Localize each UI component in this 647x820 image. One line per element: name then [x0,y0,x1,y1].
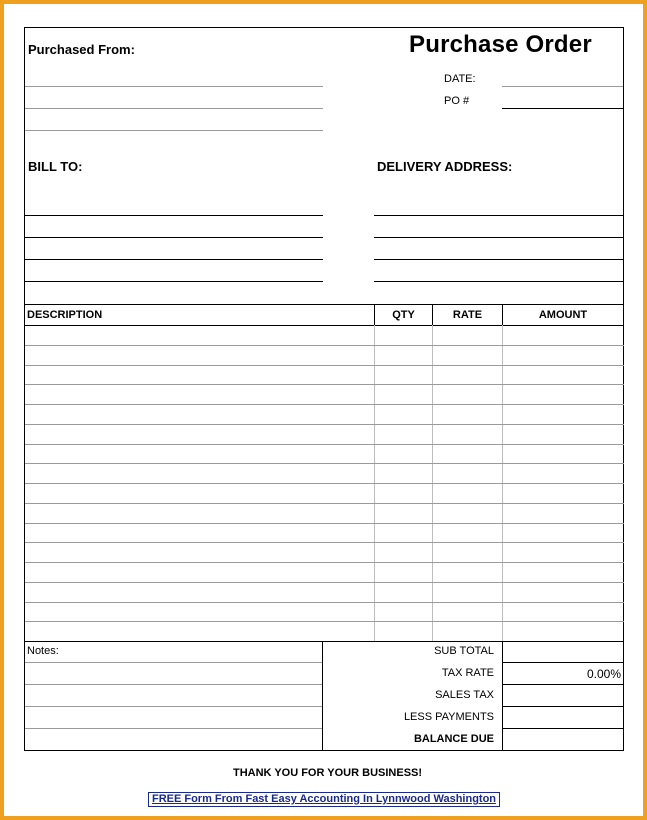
table-row[interactable] [25,345,624,346]
bill-to-line-3[interactable] [25,259,323,260]
po-number-field[interactable] [502,108,623,109]
table-row[interactable] [25,602,624,603]
purchased-from-line-3[interactable] [25,130,323,131]
notes-label: Notes: [27,645,59,657]
table-row[interactable] [25,463,624,464]
purchased-from-line-2[interactable] [25,108,323,109]
balance-due-label: BALANCE DUE [413,733,494,745]
delivery-line-4[interactable] [374,281,623,282]
table-row[interactable] [25,384,624,385]
bill-to-line-4[interactable] [25,281,323,282]
thank-you-message: THANK YOU FOR YOUR BUSINESS! [232,767,423,779]
form-bottom-border [25,750,624,751]
notes-left-border [24,641,25,751]
table-row[interactable] [25,424,624,425]
tax-rate-value: 0.00% [586,667,621,681]
col-header-qty: QTY [392,309,415,321]
bill-to-label: BILL TO: [28,159,83,174]
table-row[interactable] [25,562,624,563]
notes-line-1[interactable] [25,662,322,663]
delivery-address-label: DELIVERY ADDRESS: [377,159,513,174]
col-divider-amount-header [502,304,503,325]
purchased-from-label: Purchased From: [28,42,135,57]
table-row[interactable] [25,582,624,583]
table-row[interactable] [25,483,624,484]
bill-to-line-1[interactable] [25,215,323,216]
page-title: Purchase Order [409,31,592,58]
table-row[interactable] [25,404,624,405]
sales-tax-label: SALES TAX [435,689,494,701]
table-row[interactable] [25,444,624,445]
purchased-from-line-1[interactable] [25,86,323,87]
summary-right-border [623,641,624,751]
table-row[interactable] [25,365,624,366]
tax-rate-label: TAX RATE [441,667,494,679]
sub-total-field[interactable] [502,662,623,663]
sub-total-label: SUB TOTAL [434,645,494,657]
po-number-label: PO # [444,95,470,107]
col-header-rate: RATE [452,309,483,321]
table-row[interactable] [25,542,624,543]
table-row[interactable] [25,503,624,504]
notes-line-3[interactable] [25,706,322,707]
delivery-line-3[interactable] [374,259,623,260]
summary-value-divider [502,641,503,751]
table-bottom-border [25,641,624,642]
less-payments-label: LESS PAYMENTS [403,711,494,723]
date-label: DATE: [444,73,476,85]
table-header-bottom [25,325,624,326]
sales-tax-field[interactable] [502,706,623,707]
purchase-order-sheet [24,27,624,642]
notes-line-4[interactable] [25,728,322,729]
delivery-line-1[interactable] [374,215,623,216]
bill-to-line-2[interactable] [25,237,323,238]
delivery-line-2[interactable] [374,237,623,238]
less-payments-field[interactable] [502,728,623,729]
tax-rate-field[interactable] [502,684,623,685]
notes-line-2[interactable] [25,684,322,685]
col-divider-rate-header [432,304,433,325]
notes-divider [322,641,323,751]
table-row[interactable] [25,523,624,524]
date-field[interactable] [502,86,623,87]
col-header-amount: AMOUNT [538,309,588,321]
col-divider-qty-header [374,304,375,325]
col-header-description: DESCRIPTION [27,309,103,321]
accounting-link[interactable]: FREE Form From Fast Easy Accounting In Lynnwood Washington [148,792,500,807]
table-row[interactable] [25,621,624,622]
